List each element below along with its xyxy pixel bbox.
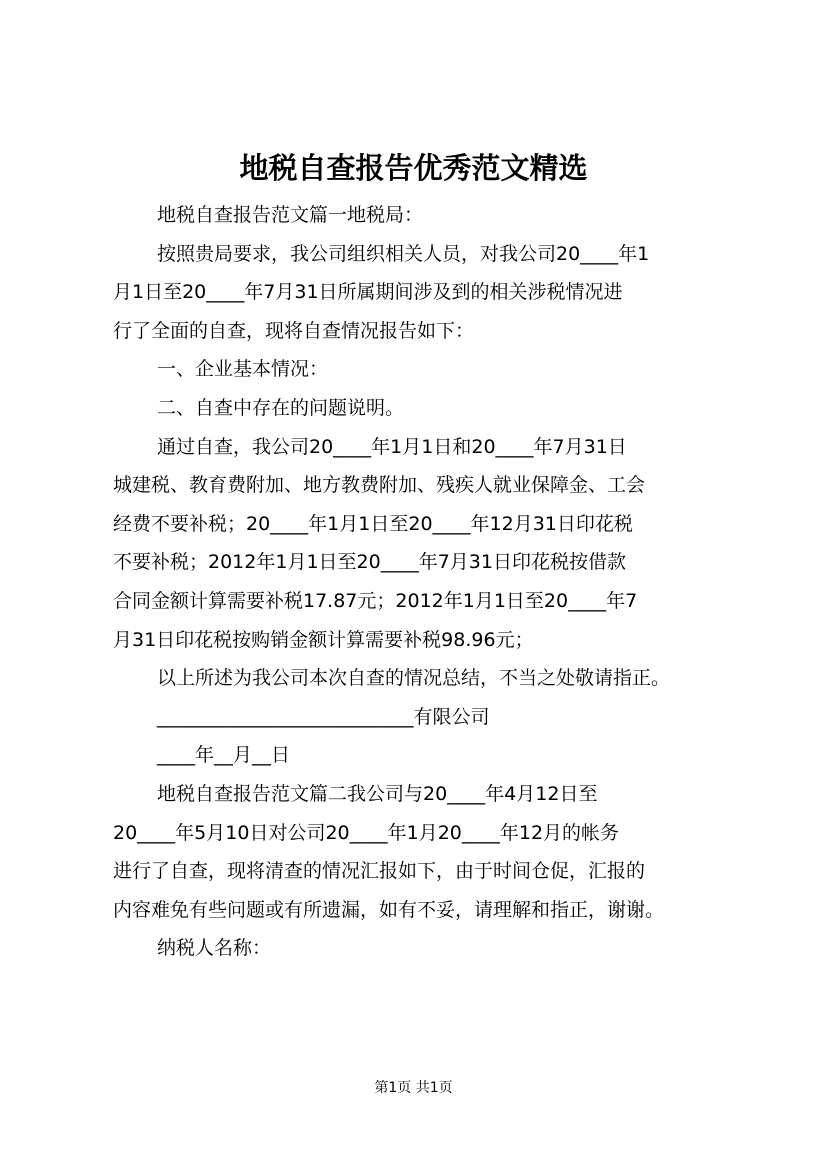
paragraph-line: 纳税人名称： xyxy=(157,937,272,960)
paragraph-line: 进行了自查，现将清查的情况汇报如下，由于时间仓促，汇报的 xyxy=(113,860,646,883)
paragraph-line: 内容难免有些问题或有所遗漏，如有不妥，请理解和指正，谢谢。 xyxy=(113,898,665,921)
paragraph-line: 通过自查，我公司20____年1月1日和20____年7月31日 xyxy=(157,435,627,458)
paragraph-line: 合同金额计算需要补税17.87元；2012年1月1日至20____年7 xyxy=(113,589,638,612)
paragraph-line: 不要补税；2012年1月1日至20____年7月31日印花税按借款 xyxy=(113,551,626,574)
paragraph-line: 月31日印花税按购销金额计算需要补税98.96元； xyxy=(113,628,534,651)
paragraph-line: 以上所述为我公司本次自查的情况总结，不当之处敬请指正。 xyxy=(157,667,671,690)
paragraph-line: 城建税、教育费附加、地方教费附加、残疾人就业保障金、工会 xyxy=(113,474,646,497)
document-title: 地税自查报告优秀范文精选 xyxy=(239,151,588,185)
paragraph-line: 地税自查报告范文篇二我公司与20____年4月12日至 xyxy=(157,782,598,805)
paragraph-line: 地税自查报告范文篇一地税局： xyxy=(157,204,424,226)
paragraph-line: 月1日至20____年7月31日所属期间涉及到的相关涉税情况进 xyxy=(113,281,623,304)
paragraph-line: 二、自查中存在的问题说明。 xyxy=(157,396,405,419)
paragraph-line: 一、企业基本情况： xyxy=(157,358,329,381)
company-signature-line: ___________________________有限公司 xyxy=(157,705,490,728)
date-line: ____年__月__日 xyxy=(157,744,291,767)
paragraph-line: 行了全面的自查，现将自查情况报告如下： xyxy=(113,319,475,342)
document-body xyxy=(113,196,733,968)
paragraph-line: 经费不要补税；20____年1月1日至20____年12月31日印花税 xyxy=(113,512,633,535)
page-number-footer: 第1页 共1页 xyxy=(374,1080,453,1096)
paragraph-line: 按照贵局要求，我公司组织相关人员，对我公司20____年1 xyxy=(157,242,650,265)
paragraph-line: 20____年5月10日对公司20____年1月20____年12月的帐务 xyxy=(113,821,620,844)
